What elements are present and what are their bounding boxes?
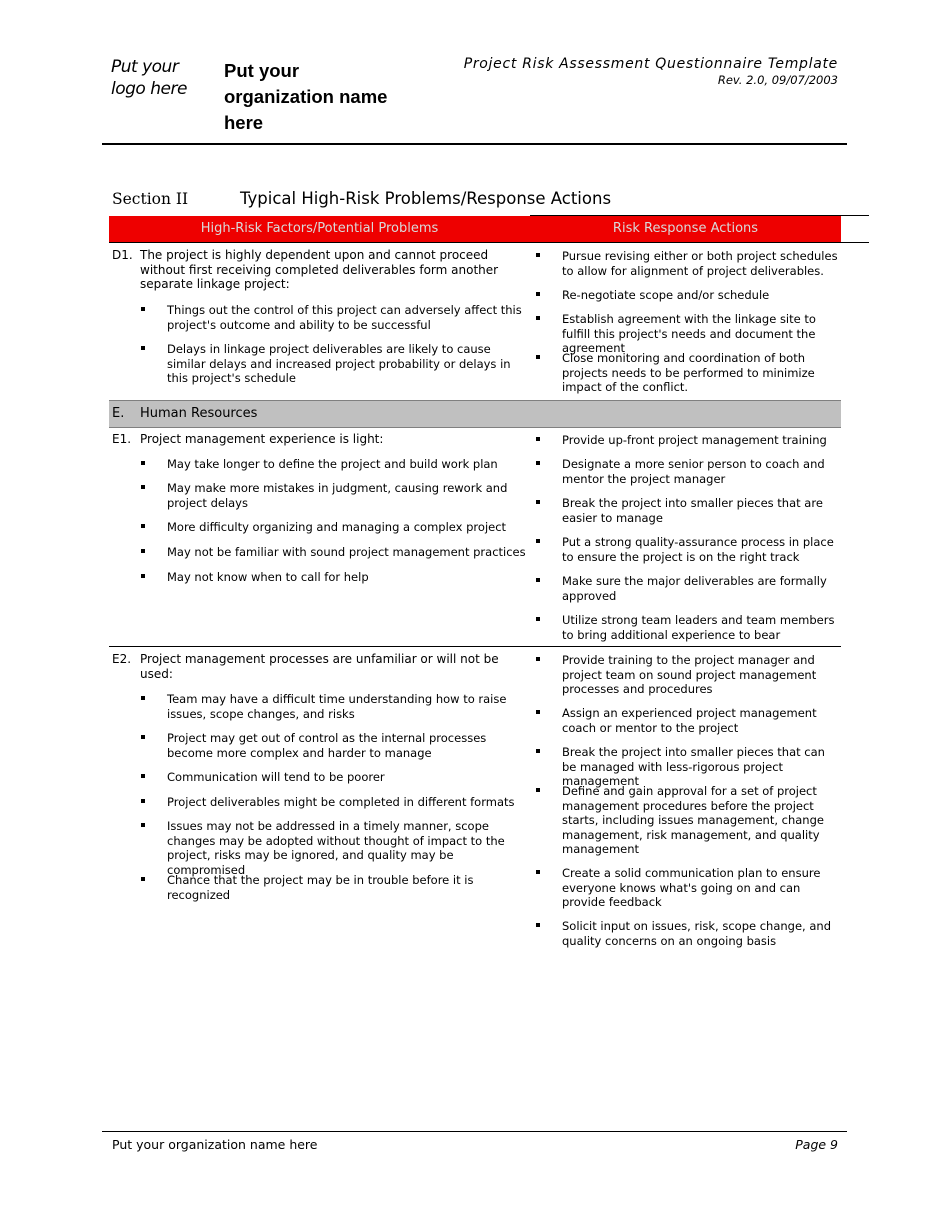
bullet-icon — [536, 253, 540, 257]
column-header-actions-label: Risk Response Actions — [612, 221, 759, 236]
bullet-icon — [141, 307, 145, 311]
bullet-icon — [141, 549, 145, 553]
bullet-icon — [141, 461, 145, 465]
header-divider — [102, 143, 847, 145]
factor-item: Project deliverables might be completed in different formats — [167, 795, 515, 809]
footer-divider — [102, 1131, 847, 1132]
document-revision: Rev. 2.0, 09/07/2003 — [717, 73, 838, 87]
section-title: Typical High-Risk Problems/Response Actions — [240, 189, 612, 208]
bullet-icon — [141, 574, 145, 578]
action-item: Provide training to the project manager and project team on sound project management processes and procedures — [562, 653, 817, 696]
action-item: Break the project into smaller pieces that are easier to manage — [562, 496, 823, 525]
bullet-icon — [536, 539, 540, 543]
bullet-icon — [536, 355, 540, 359]
factor-item: May not be familiar with sound project management practices — [167, 545, 526, 559]
factor-item: Communication will tend to be poorer — [167, 770, 385, 784]
bullet-icon — [536, 617, 540, 621]
logo-placeholder: Put your logo here — [111, 57, 187, 99]
row-lead: The project is highly dependent upon and cannot proceed without first receiving completed deliverables form another separate linkage project: — [140, 248, 499, 291]
bullet-icon — [141, 524, 145, 528]
row-lead: Project management experience is light: — [140, 432, 384, 446]
action-item: Define and gain approval for a set of project management procedures before the project starts, including issues management, change management, risk management, and quality management — [562, 784, 824, 856]
action-item: Re-negotiate scope and/or schedule — [562, 288, 770, 302]
factor-item: May not know when to call for help — [167, 570, 369, 584]
bullet-icon — [141, 774, 145, 778]
bullet-icon — [536, 316, 540, 320]
bullet-icon — [536, 437, 540, 441]
bullet-icon — [536, 923, 540, 927]
factor-item: May take longer to define the project and build work plan — [167, 457, 498, 471]
document-title: Project Risk Assessment Questionnaire Template — [463, 56, 838, 72]
action-item: Create a solid communication plan to ensure everyone knows what's going on and can provide feedback — [562, 866, 821, 909]
bullet-icon — [536, 749, 540, 753]
organization-name: Put your organization name here — [224, 60, 388, 133]
column-header-factors — [109, 216, 530, 242]
category-title: Human Resources — [140, 406, 258, 421]
factor-item: Issues may not be addressed in a timely manner, scope changes may be adopted without thought of impact to the project, risks may be ignored, and quality may be compromised — [167, 819, 505, 877]
bullet-icon — [536, 500, 540, 504]
bullet-icon — [536, 710, 540, 714]
bullet-icon — [141, 735, 145, 739]
action-item: Utilize strong team leaders and team members to bring additional experience to bear — [562, 613, 835, 642]
row-lead: Project management processes are unfamiliar or will not be used: — [140, 652, 499, 681]
action-item: Solicit input on issues, risk, scope change, and quality concerns on an ongoing basis — [562, 919, 832, 948]
bullet-icon — [536, 870, 540, 874]
action-item: Put a strong quality-assurance process in place to ensure the project is on the right track — [562, 535, 834, 564]
bullet-icon — [536, 788, 540, 792]
action-item: Establish agreement with the linkage site to fulfill this project's needs and document the agreement — [562, 312, 816, 355]
action-item: Provide up-front project management training — [562, 433, 827, 447]
section-number: Section II — [112, 190, 189, 208]
action-item: Make sure the major deliverables are formally approved — [562, 574, 827, 603]
factor-item: More difficulty organizing and managing a complex project — [167, 520, 507, 534]
action-item: Pursue revising either or both project schedules to allow for alignment of project deliverables. — [562, 249, 838, 278]
factor-item: Delays in linkage project deliverables are likely to cause similar delays and increased project probability or delays in this project's schedule — [167, 342, 511, 385]
table-header-bottom-rule — [109, 242, 869, 243]
bullet-icon — [141, 346, 145, 350]
factor-item: Team may have a difficult time understanding how to raise issues, scope changes, and risks — [167, 692, 507, 721]
action-item: Assign an experienced project management coach or mentor to the project — [562, 706, 817, 735]
action-item: Designate a more senior person to coach and mentor the project manager — [562, 457, 825, 486]
category-band-human-resources — [109, 400, 841, 428]
bullet-icon — [536, 578, 540, 582]
bullet-icon — [141, 696, 145, 700]
row-divider — [109, 646, 841, 647]
column-header-factors-label: High-Risk Factors/Potential Problems — [200, 221, 439, 236]
factor-item: Project may get out of control as the internal processes become more complex and harder to manage — [167, 731, 487, 760]
factor-item: Things out the control of this project can adversely affect this project's outcome and ability to be successful — [167, 303, 522, 332]
action-item: Close monitoring and coordination of both projects needs to be performed to minimize impact of the conflict. — [562, 351, 815, 394]
bullet-icon — [141, 799, 145, 803]
bullet-icon — [536, 461, 540, 465]
factor-item: Chance that the project may be in trouble before it is recognized — [167, 873, 474, 902]
row-code: E1. — [112, 432, 132, 446]
bullet-icon — [141, 823, 145, 827]
bullet-icon — [141, 485, 145, 489]
bullet-icon — [536, 292, 540, 296]
bullet-icon — [141, 877, 145, 881]
column-header-actions — [530, 216, 841, 242]
page-number: Page 9 — [795, 1137, 838, 1152]
bullet-icon — [536, 657, 540, 661]
action-item: Break the project into smaller pieces that can be managed with less-rigorous project management — [562, 745, 825, 788]
row-code: D1. — [112, 248, 133, 262]
category-code: E. — [112, 406, 125, 421]
row-code: E2. — [112, 652, 132, 666]
footer-organization: Put your organization name here — [112, 1137, 318, 1152]
factor-item: May make more mistakes in judgment, causing rework and project delays — [167, 481, 508, 510]
